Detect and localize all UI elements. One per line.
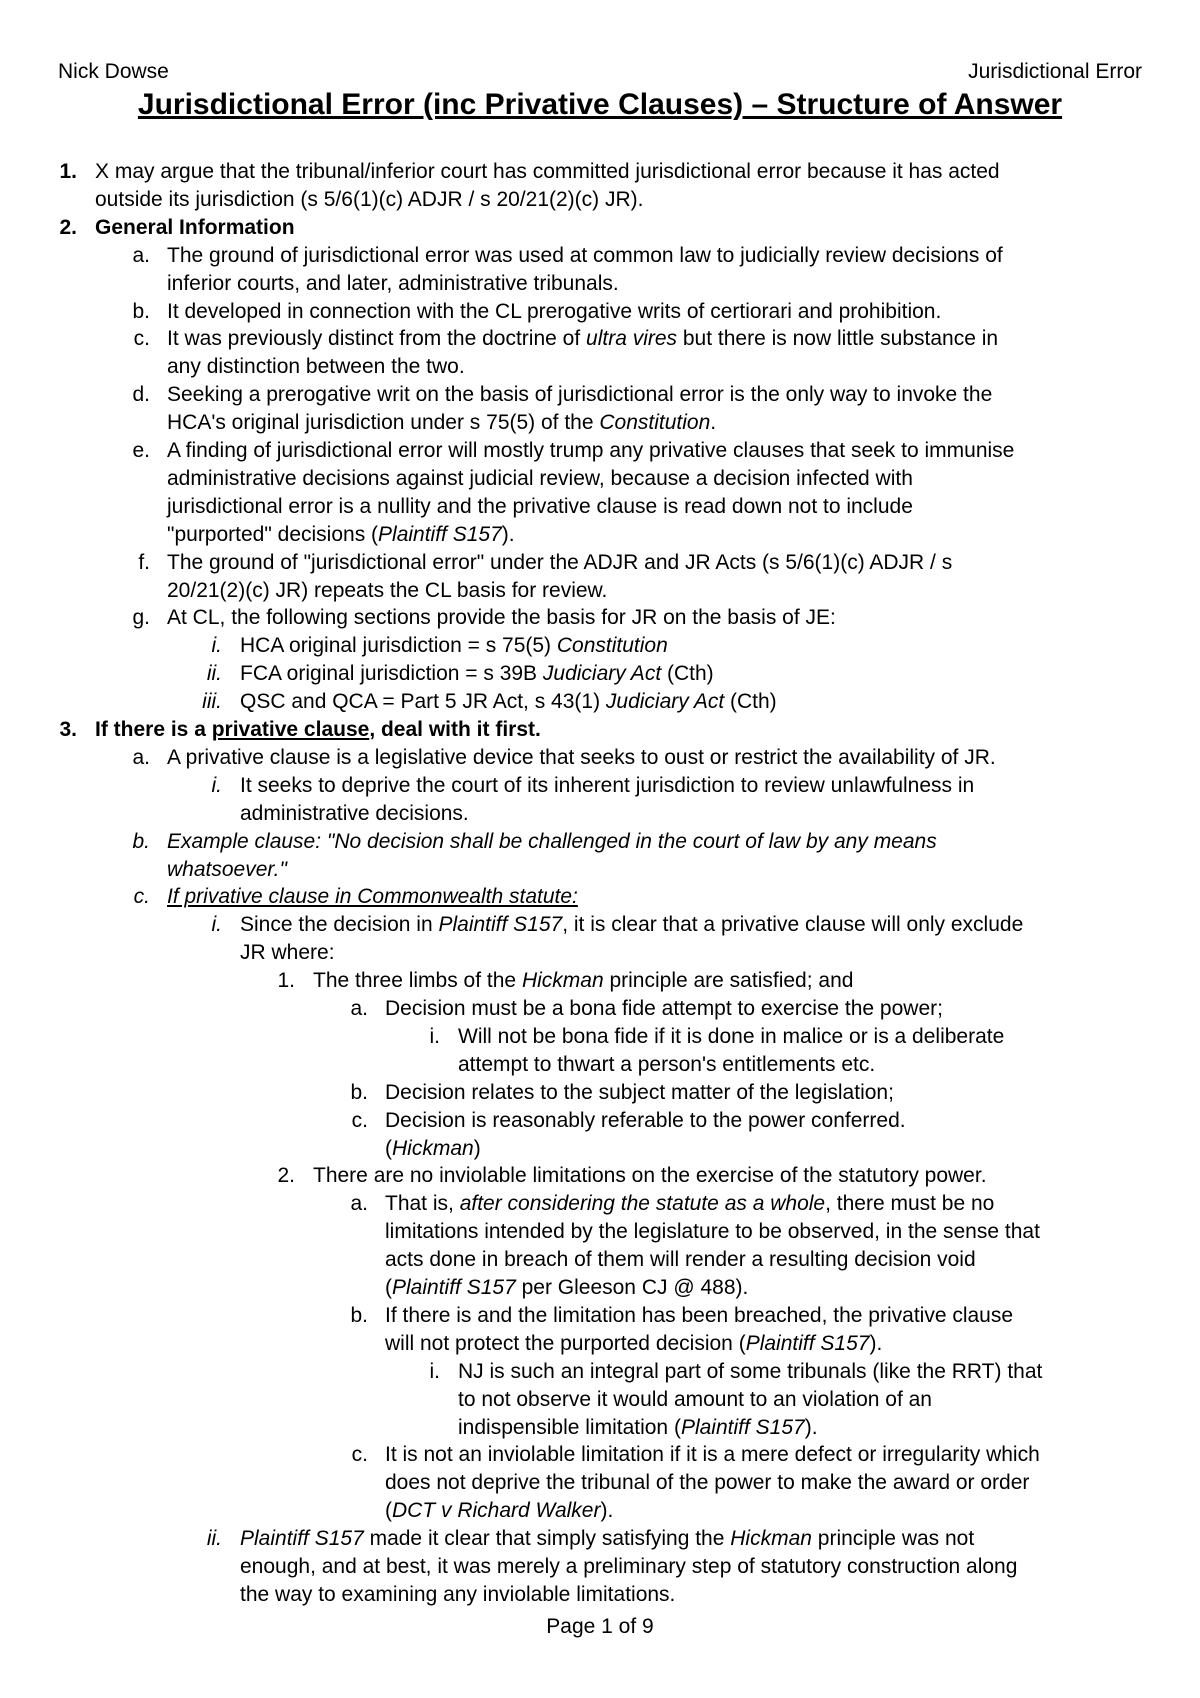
list-marker: i. xyxy=(211,773,222,797)
list-item-line: Seeking a prerogative writ on the basis of jurisdictional error is the only way to invoke the xyxy=(167,383,993,407)
list-item-line: The three limbs of the Hickman principle are satisfied; and xyxy=(313,969,854,993)
list-marker: 3. xyxy=(59,718,77,741)
list-marker: c. xyxy=(351,1108,368,1132)
list-item-line: Since the decision in Plaintiff S157, it is clear that a privative clause will only exclude xyxy=(240,913,1024,937)
list-item-line: jurisdictional error is a nullity and the privative clause is read down not to include xyxy=(167,494,913,518)
list-item-line: acts done in breach of them will render a resulting decision void xyxy=(385,1248,976,1272)
list-marker: b. xyxy=(132,299,150,323)
list-item-line: General Information xyxy=(95,215,295,239)
list-item-line: X may argue that the tribunal/inferior court has committed jurisdictional error because it has acted xyxy=(95,160,1000,183)
list-item-line: whatsoever." xyxy=(167,857,287,881)
list-marker: c. xyxy=(351,1443,368,1467)
list-item-line: the way to examining any inviolable limitations. xyxy=(240,1582,676,1606)
list-item-line: limitations intended by the legislature to be observed, in the sense that xyxy=(385,1220,1040,1244)
page-footer: Page 1 of 9 xyxy=(546,1615,654,1638)
list-item-line: NJ is such an integral part of some tribunals (like the RRT) that xyxy=(458,1359,1043,1383)
list-item-line: inferior courts, and later, administrative tribunals. xyxy=(167,271,619,295)
list-item-line: If there is and the limitation has been breached, the privative clause xyxy=(385,1303,1014,1327)
list-item-line: QSC and QCA = Part 5 JR Act, s 43(1) Judiciary Act (Cth) xyxy=(240,690,777,714)
list-item-line: HCA's original jurisdiction under s 75(5) of the Constitution. xyxy=(167,411,717,435)
list-item-line: any distinction between the two. xyxy=(167,355,465,379)
list-marker: i. xyxy=(211,634,222,658)
list-item-line: At CL, the following sections provide the basis for JR on the basis of JE: xyxy=(167,606,836,630)
list-marker: ii. xyxy=(206,662,222,686)
list-marker: a. xyxy=(350,1192,368,1216)
list-item-line: It seeks to deprive the court of its inherent jurisdiction to review unlawfulness in xyxy=(240,773,975,797)
list-marker: c. xyxy=(133,327,150,351)
list-marker: g. xyxy=(132,606,150,630)
list-item-line: Example clause: "No decision shall be challenged in the court of law by any means xyxy=(167,829,937,853)
list-marker: i. xyxy=(211,913,222,937)
list-item-line: 20/21(2)(c) JR) repeats the CL basis for review. xyxy=(167,578,608,602)
list-item-line: (Hickman) xyxy=(385,1136,481,1160)
list-item-line: The ground of jurisdictional error was used at common law to judicially review decisions of xyxy=(167,243,1003,267)
list-item-line: FCA original jurisdiction = s 39B Judiciary Act (Cth) xyxy=(240,662,714,686)
list-item-line: JR where: xyxy=(240,941,335,965)
list-item-line: administrative decisions. xyxy=(240,801,469,825)
header-topic: Jurisdictional Error xyxy=(968,60,1142,83)
list-marker: d. xyxy=(132,383,150,407)
list-item-line: A finding of jurisdictional error will mostly trump any privative clauses that seek to immunise xyxy=(167,439,1015,462)
list-marker: b. xyxy=(350,1303,368,1327)
list-item-line: There are no inviolable limitations on the exercise of the statutory power. xyxy=(313,1164,987,1188)
list-item-line: Decision relates to the subject matter of the legislation; xyxy=(385,1080,894,1104)
list-marker: a. xyxy=(132,243,150,267)
list-item-line: HCA original jurisdiction = s 75(5) Constitution xyxy=(240,634,668,658)
list-item-line: enough, and at best, it was merely a preliminary step of statutory construction along xyxy=(240,1555,1018,1578)
list-item-line: outside its jurisdiction (s 5/6(1)(c) ADJR / s 20/21(2)(c) JR). xyxy=(95,187,644,211)
list-item-line: It is not an inviolable limitation if it is a mere defect or irregularity which xyxy=(385,1443,1040,1467)
list-item-line: indispensible limitation (Plaintiff S157). xyxy=(458,1415,818,1439)
list-item-line: will not protect the purported decision (Plaintiff S157). xyxy=(385,1331,883,1355)
list-item-line: That is, after considering the statute as a whole, there must be no xyxy=(385,1192,995,1216)
list-item-line: Decision must be a bona fide attempt to exercise the power; xyxy=(385,997,943,1020)
list-marker: i. xyxy=(429,1024,440,1048)
list-item-line: It was previously distinct from the doctrine of ultra vires but there is now little substance in xyxy=(167,327,999,351)
list-marker: ii. xyxy=(206,1527,222,1551)
page-title: Jurisdictional Error (inc Privative Clauses) – Structure of Answer xyxy=(137,88,1063,121)
list-item-line: (Plaintiff S157 per Gleeson CJ @ 488). xyxy=(385,1276,749,1299)
list-item-line: does not deprive the tribunal of the power to make the award or order xyxy=(385,1471,1030,1495)
list-item-line: (DCT v Richard Walker). xyxy=(385,1499,614,1523)
list-item-line: "purported" decisions (Plaintiff S157). xyxy=(167,522,515,546)
list-marker: c. xyxy=(133,885,150,909)
list-item-line: Decision is reasonably referable to the power conferred. xyxy=(385,1108,906,1132)
list-item-line: The ground of "jurisdictional error" under the ADJR and JR Acts (s 5/6(1)(c) ADJR / s xyxy=(167,550,953,574)
list-marker: 2. xyxy=(59,215,77,239)
list-marker: a. xyxy=(132,745,150,769)
list-item-line: If there is a privative clause, deal with it first. xyxy=(95,718,541,741)
list-marker: 1. xyxy=(59,160,77,183)
list-marker: iii. xyxy=(202,690,222,714)
list-item-line: A privative clause is a legislative device that seeks to oust or restrict the availability of JR. xyxy=(167,745,996,769)
list-item-line: administrative decisions against judicial review, because a decision infected with xyxy=(167,466,913,490)
list-item-line: attempt to thwart a person's entitlements etc. xyxy=(458,1052,876,1076)
list-marker: b. xyxy=(350,1080,368,1104)
list-marker: i. xyxy=(429,1359,440,1383)
header-author: Nick Dowse xyxy=(58,60,169,83)
list-item-line: Will not be bona fide if it is done in malice or is a deliberate xyxy=(458,1024,1005,1048)
list-marker: b. xyxy=(132,829,150,853)
list-marker: 2. xyxy=(277,1164,295,1188)
list-item-line: It developed in connection with the CL prerogative writs of certiorari and prohibition. xyxy=(167,299,942,323)
list-item-line: If privative clause in Commonwealth statute: xyxy=(167,885,578,909)
list-item-line: to not observe it would amount to an violation of an xyxy=(458,1387,932,1411)
list-marker: 1. xyxy=(277,969,295,993)
list-marker: a. xyxy=(350,997,368,1020)
list-marker: f. xyxy=(138,550,150,574)
list-item-line: Plaintiff S157 made it clear that simply satisfying the Hickman principle was not xyxy=(240,1527,975,1551)
list-marker: e. xyxy=(132,439,150,462)
